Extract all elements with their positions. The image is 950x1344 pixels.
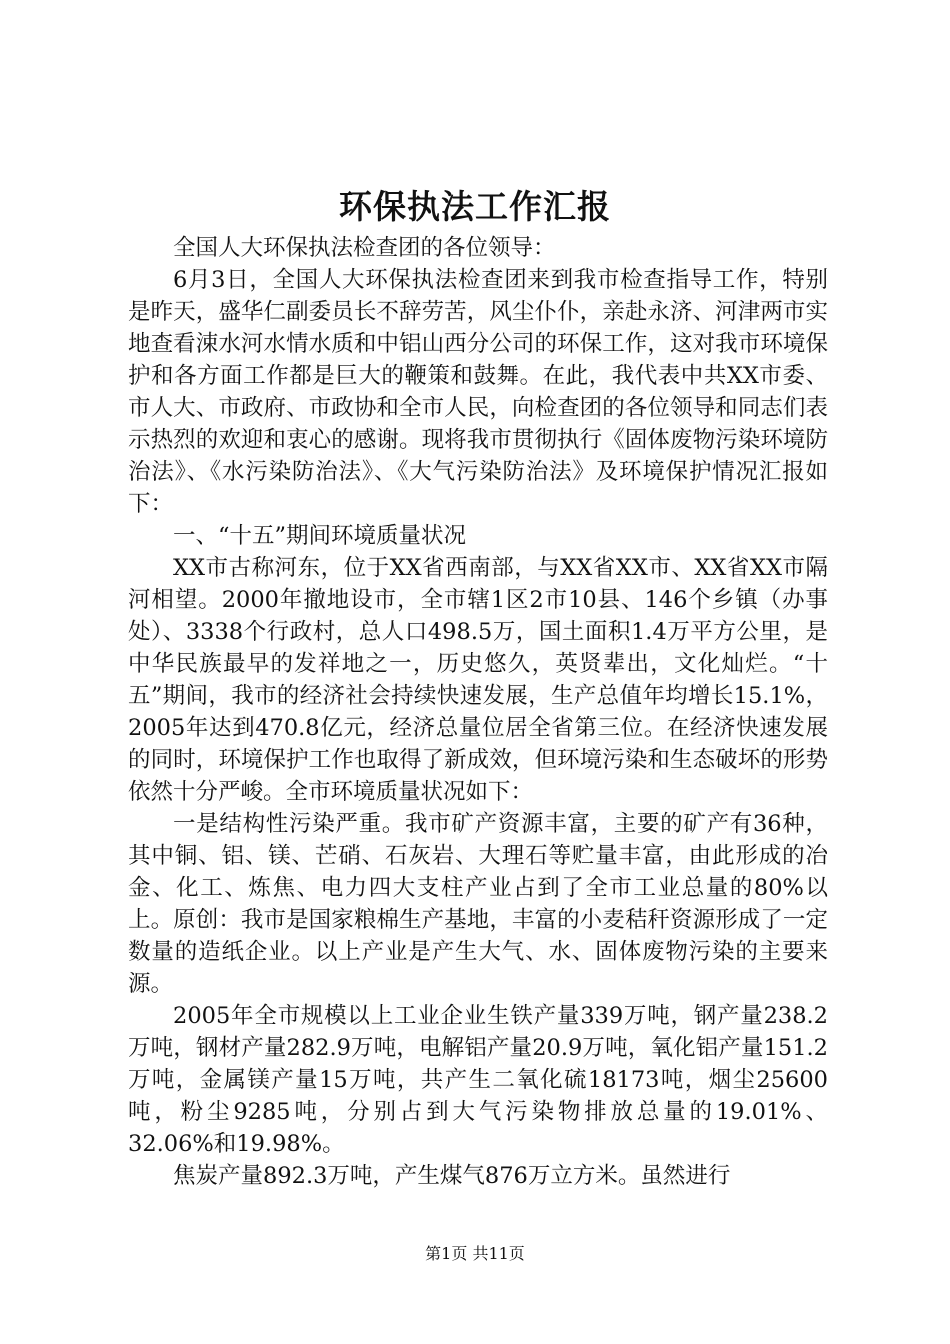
intro-paragraph: 6月3日，全国人大环保执法检查团来到我市检查指导工作，特别是昨天，盛华仁副委员长不辞劳苦，风尘仆仆，亲赴永济、河津两市实地查看涑水河水情水质和中铝山西分公司的环保工作，这对我市环境保护和各方面工作都是巨大的鞭策和鼓舞。在此，我代表中共XX市委、市人大、市政府、市政协和全市人民，向检查团的各位领导和同志们表示热烈的欢迎和衷心的感谢。现将我市贯彻执行《固体废物污染环境防治法》、《水污染防治法》、《大气污染防治法》及环境保护情况汇报如下： xyxy=(128,267,828,517)
coke-output-paragraph: 焦炭产量892.3万吨，产生煤气876万立方米。虽然进行 xyxy=(173,1163,731,1189)
salutation-paragraph: 全国人大环保执法检查团的各位领导： xyxy=(173,235,556,261)
industrial-output-paragraph: 2005年全市规模以上工业企业生铁产量339万吨，钢产量238.2万吨，钢材产量282.9万吨，电解铝产量20.9万吨，氧化铝产量151.2万吨，金属镁产量15万吨，共产生二氧化硫18173吨，烟尘25600吨，粉尘9285吨，分别占到大气污染物排放总量的19.01%、32.06%和19.98%。 xyxy=(128,1003,828,1157)
structural-pollution-paragraph: 一是结构性污染严重。我市矿产资源丰富，主要的矿产有36种，其中铜、铝、镁、芒硝、石灰岩、大理石等贮量丰富，由此形成的冶金、化工、炼焦、电力四大支柱产业占到了全市工业总量的80%以上。原创：我市是国家粮棉生产基地，丰富的小麦秸秆资源形成了一定数量的造纸企业。以上产业是产生大气、水、固体废物污染的主要来源。 xyxy=(128,811,828,997)
document-body xyxy=(128,232,828,1192)
city-overview-paragraph: XX市古称河东，位于XX省西南部，与XX省XX市、XX省XX市隔河相望。2000年撤地设市，全市辖1区2市10县、146个乡镇（办事处）、3338个行政村，总人口498.5万，国土面积1.4万平方公里，是中华民族最早的发祥地之一，历史悠久，英贤辈出，文化灿烂。“十五”期间，我市的经济社会持续快速发展，生产总值年均增长15.1%，2005年达到470.8亿元，经济总量位居全省第三位。在经济快速发展的同时，环境保护工作也取得了新成效，但环境污染和生态破坏的形势依然十分严峻。全市环境质量状况如下： xyxy=(128,555,828,805)
document-title: 环保执法工作汇报 xyxy=(339,187,611,226)
section-heading: 一、“十五”期间环境质量状况 xyxy=(173,523,467,549)
page-footer: 第1页 共11页 xyxy=(425,1244,525,1263)
